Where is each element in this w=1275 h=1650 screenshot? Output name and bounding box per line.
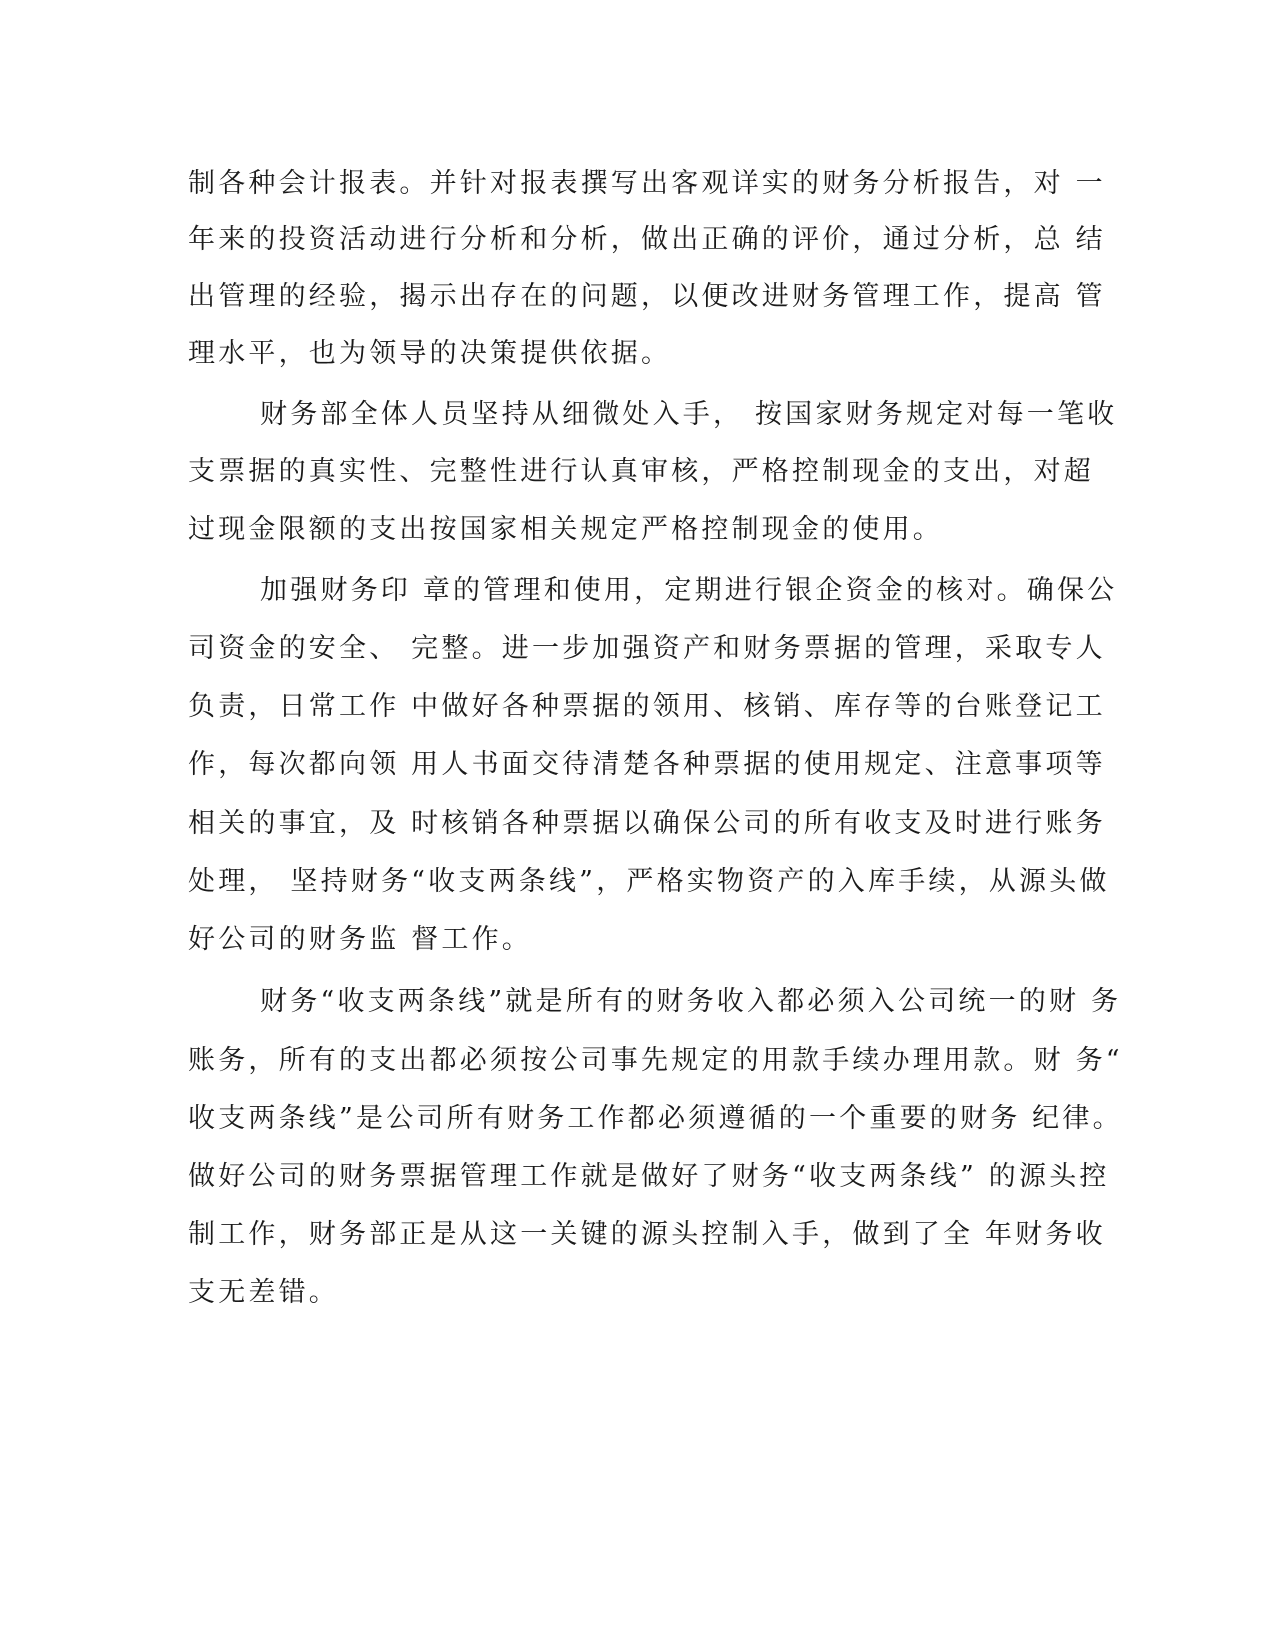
paragraph-3-line-4: 作，每次都向领 用人书面交待清楚各种票据的使用规定、注意事项等	[188, 749, 1106, 780]
paragraph-4-line-5: 制工作，财务部正是从这一关键的源头控制入手，做到了全 年财务收	[188, 1219, 1106, 1250]
paragraph-1-line-2: 年来的投资活动进行分析和分析，做出正确的评价，通过分析，总 结	[188, 224, 1106, 255]
paragraph-2-line-2: 支票据的真实性、完整性进行认真审核，严格控制现金的支出，对超	[188, 456, 1094, 487]
paragraph-4-line-1: 财务“收支两条线”就是所有的财务收入都必须入公司统一的财 务	[260, 986, 1122, 1017]
paragraph-3-line-2: 司资金的安全、 完整。进一步加强资产和财务票据的管理，采取专人	[188, 633, 1106, 664]
paragraph-3-line-6: 处理， 坚持财务“收支两条线”，严格实物资产的入库手续，从源头做	[188, 866, 1110, 897]
paragraph-1-line-1: 制各种会计报表。并针对报表撰写出客观详实的财务分析报告，对 一	[188, 168, 1106, 199]
paragraph-1-line-3: 出管理的经验，揭示出存在的问题，以便改进财务管理工作，提高 管	[188, 281, 1106, 312]
paragraph-2-line-3: 过现金限额的支出按国家相关规定严格控制现金的使用。	[188, 514, 943, 545]
paragraph-3-line-5: 相关的事宜，及 时核销各种票据以确保公司的所有收支及时进行账务	[188, 808, 1106, 839]
paragraph-4-line-3: 收支两条线”是公司所有财务工作都必须遵循的一个重要的财务 纪律。	[188, 1103, 1123, 1134]
paragraph-3-line-7: 好公司的财务监 督工作。	[188, 924, 532, 955]
paragraph-4-line-2: 账务，所有的支出都必须按公司事先规定的用款手续办理用款。财 务“	[188, 1045, 1123, 1076]
paragraph-3-line-1: 加强财务印 章的管理和使用，定期进行银企资金的核对。确保公	[260, 575, 1118, 606]
paragraph-2-line-1: 财务部全体人员坚持从细微处入手， 按国家财务规定对每一笔收	[260, 399, 1118, 430]
paragraph-1-line-4: 理水平，也为领导的决策提供依据。	[188, 338, 672, 369]
paragraph-3-line-3: 负责，日常工作 中做好各种票据的领用、核销、库存等的台账登记工	[188, 691, 1106, 722]
paragraph-4-line-6: 支无差错。	[188, 1277, 339, 1308]
paragraph-4-line-4: 做好公司的财务票据管理工作就是做好了财务“收支两条线” 的源头控	[188, 1161, 1110, 1192]
